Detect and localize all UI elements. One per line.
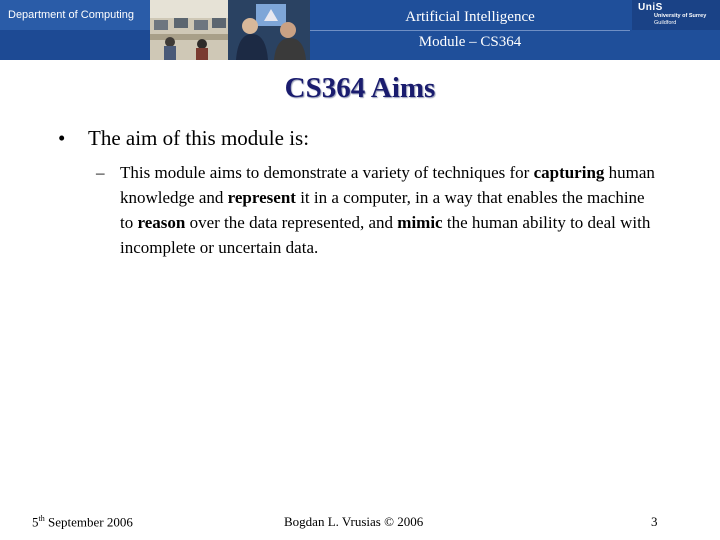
department-label: Department of Computing bbox=[8, 9, 134, 21]
title-divider bbox=[310, 30, 630, 31]
logo-lower-strip bbox=[632, 30, 720, 60]
emphasis-reason: reason bbox=[137, 213, 186, 232]
department-strip bbox=[0, 0, 150, 30]
footer-author: Bogdan L. Vrusias © 2006 bbox=[284, 514, 424, 529]
students-photo bbox=[228, 0, 310, 60]
slide-heading: CS364 Aims bbox=[284, 72, 436, 104]
date-day: 5 bbox=[32, 514, 39, 530]
bullet-text: The aim of this module is: bbox=[88, 126, 310, 150]
department-lower-strip bbox=[0, 30, 150, 60]
text-run: human knowledge and bbox=[120, 163, 655, 207]
emphasis-capturing: capturing bbox=[533, 163, 605, 182]
emphasis-represent: represent bbox=[227, 188, 296, 207]
text-run: the human ability to deal with incomplete or uncertain data. bbox=[120, 213, 651, 257]
sub-bullet-text bbox=[120, 160, 656, 260]
university-town: Guildford bbox=[654, 20, 677, 26]
module-code: Module – CS364 bbox=[418, 34, 522, 50]
footer-date bbox=[32, 514, 133, 530]
page-number: 3 bbox=[651, 514, 658, 529]
text-run: over the data represented, and bbox=[185, 213, 398, 232]
lab-photo bbox=[150, 0, 228, 60]
unis-logo-text: UniS bbox=[638, 2, 663, 13]
university-name: University of Surrey bbox=[654, 13, 707, 19]
bullet-dot-icon: • bbox=[58, 126, 66, 150]
text-run: This module aims to demonstrate a variety of techniques for bbox=[120, 163, 534, 182]
dash-icon: – bbox=[96, 163, 105, 182]
course-title: Artificial Intelligence bbox=[405, 9, 535, 25]
date-rest: September 2006 bbox=[44, 514, 133, 530]
date-suffix: th bbox=[38, 514, 45, 523]
university-logo bbox=[632, 0, 720, 30]
emphasis-mimic: mimic bbox=[397, 213, 443, 232]
text-run: it in a computer, in a way that enables the machine to bbox=[120, 188, 645, 232]
